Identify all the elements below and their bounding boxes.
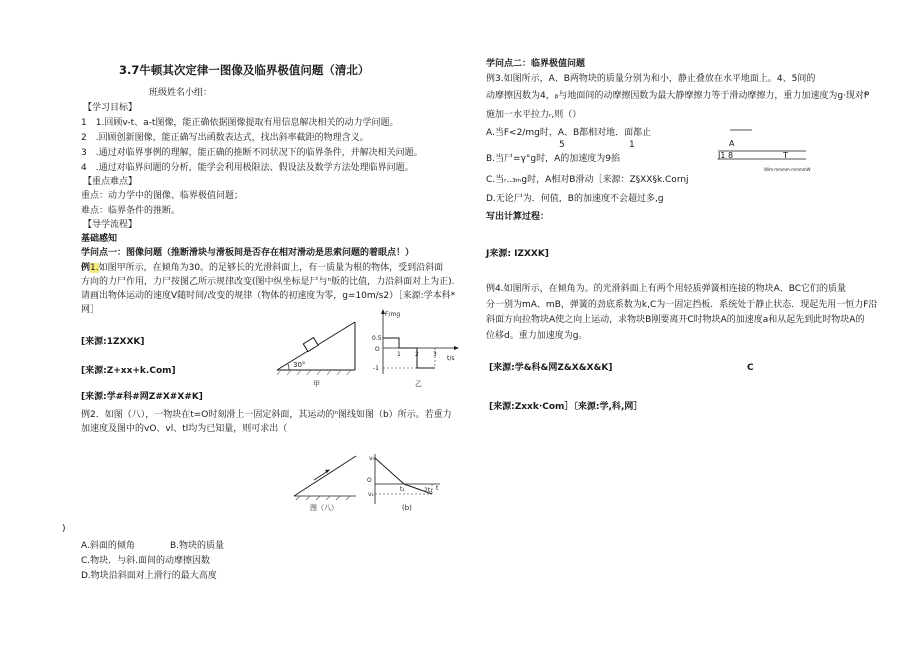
example2-line: 例2．如图（八），一物块在t=O时刻滑上一固定斜面，其运动的ⁿ图线如图（b）所示。若重力 [81,410,452,420]
force-time-graph [372,309,459,388]
t2-label: 2t₁ [424,487,433,494]
velocity-time-graph [367,454,440,512]
vt-line-up [375,458,404,484]
x-tick-label: 2 [415,351,419,358]
figure-incline-force-graph [275,308,460,390]
v0-label: v₀ [369,455,375,462]
example1-line: 方向的力尸作用，力尸按图乙所示规律改变(图中纵坐标是尸与ⁿ版的比值，力沿斜面对上为正). [81,277,455,287]
source-note: J来源: IZXXK] [486,249,549,259]
class-line: 班级姓名小组： [149,88,213,98]
block-on-incline [303,338,318,352]
goals-header: 【学习目标】 [83,103,138,113]
difficulty: 难点：临界条件的推断。 [81,206,181,216]
source-note: [来源:1ZXXK] [81,337,145,347]
example1-label: 例 [81,263,91,273]
caption-b: (b) [402,504,412,512]
goal-item: 4 .通过对临界问题的分析，能学会利用极限法、假设法及数学方法处理临界问题。 [81,163,414,173]
example3-line: 例3.如图所示，A、B两物块的质量分别为和小，静止叠放在水平地面上。4、5间的 [486,74,816,84]
source-note: [来源:Z+xx+k.Com] [81,366,176,376]
basic-label: 基础感知 [81,234,118,244]
y-tick-label: -1 [373,365,379,372]
example2-line: 加速度及图中的vO、vl、tl均为已知量，则可求出（ [81,424,288,434]
incline-a [294,456,356,512]
example2-option: B.物块的质量 [170,541,225,551]
point2-heading: 学问点二：临界极值问题 [486,59,586,69]
option-a-subscript: 1 [629,140,635,150]
x-tick-label: 1 [397,351,401,358]
caption-right: 乙 [415,380,422,388]
example4-line: 例4.如图所示，在倾角为。的光滑斜面上有两个用轻质弹簧相连接的物块A、BC它们的质量 [486,284,847,294]
figure-c-mark: C [747,363,754,373]
block-a-label: A [729,139,735,148]
example3-option-d: D.无论尸为．何值，B的加速度不会超过多,g [486,194,664,204]
example4-line: 分一别为mA、mB，弹簧的劲底系数为k,C为一固定挡板．系统处于静止状态．现起先用一恒力F沿 [486,300,878,310]
example4-line: 位移d。重力加速度为g。 [486,331,588,341]
force-curve [383,338,435,368]
example1-text: 如图甲所示，在倾角为30。的足够长的光滑斜面上，有一质量为根的物体，受到沿斜面 [98,263,444,273]
example1-line: 请画出物体运动的速度V随时间/改变的规律（物体的初速度为零，g=10m/s2）［来源:学本科* [81,291,456,301]
option-a-subscript: 5 [559,140,565,150]
example3-line: 施加一水平拉力ᵣ,则（） [486,110,582,120]
y-axis-label: F/mg [385,311,401,318]
key-header: 【重点难点】 [83,177,138,187]
caption-left: 甲 [313,380,320,388]
tension-label: T [783,151,788,160]
figure-stacked-blocks [716,126,816,174]
key-point: 重点：动力学中的图像、临界极值问题； [81,191,244,201]
t-axis-label: t [436,485,439,492]
source-note: [来源:学&科&网Z&X&X&K] [489,363,613,373]
example2-option: D.物块沿斜面对上滑行的最大高度 [81,571,217,581]
goal-item: 1 1.回顾v-t、a-t图像，能正确依据图像提取有用信息解决相关的动力学问题。 [81,118,399,128]
v1-label: v₁ [368,491,374,498]
example1-line [81,262,443,274]
origin-label: O [367,477,372,484]
block-b-label: J1 8 [718,151,734,160]
example1-line: 网］ [81,305,100,315]
angle-label: 30° [293,361,306,369]
goal-item: 3 .通过对临界事例的理解，能正确的推断不同状况下的临界条件，并解决相关问题。 [81,148,423,158]
example4-line: 斜面方向拉物块A使之向上运动，求物块B刚要离开C时物块A的加速度a和从起先到此时物块A的 [486,315,865,325]
x-axis-label: t/s [447,355,455,362]
paren-close: ) [62,524,66,534]
example3-line: 动摩擦因数为4，ᵦ与地面间的动摩擦因数为最大静摩擦力等于滑动摩擦力，重力加速度为g·现对Ᵽ [486,91,870,101]
x-tick-label: 3 [433,351,437,358]
caption-a: 图（八） [310,504,338,512]
example3-option-b: B.当尸=γ°g时，A的加速度为9掐 [486,154,620,164]
source-note: [来源:学#科#网Z#X#X#K] [81,392,203,402]
calc-prompt: 写出计算过程： [486,212,550,222]
page-title: 3.7牛顿其次定律一图像及临界极值问题（清北） [119,63,370,77]
incline-diagram [277,322,355,388]
origin-label: O [375,346,380,353]
figure-incline-vt-graph [292,452,442,512]
goal-item: 2 .回顾创新图像，能正确写出函数表达式，找出斜率截距的物理含义。 [81,133,369,143]
t1-label: t₁ [400,486,405,493]
y-tick-label: 0.5 [372,335,382,342]
source-note: [来源:Zxxk·Com］〔来源:学,科,网］ [489,402,643,412]
point1-heading: 学问点一：图像问题（推断滑块与滑板间是否存在相对滑动是思索问题的着眼点！） [81,248,415,258]
example1-number: 1. [90,263,99,273]
example3-option-a: A.当F<2/mg时，A、B都相对地．面都止 [486,128,652,138]
example3-option-c: C.当ᵣ..₃ₘg时，A相对B滑动［来源：Z§XX§k.Cornj [486,175,689,185]
guide-header: 【导学流程】 [83,220,138,230]
example2-option: A.斜面的倾角 [81,541,135,551]
ground-hatch-label: Wlm·mmmm·mmmmW [764,167,811,172]
example2-option: C.物块．与斜.面间的动摩擦因数 [81,556,211,566]
